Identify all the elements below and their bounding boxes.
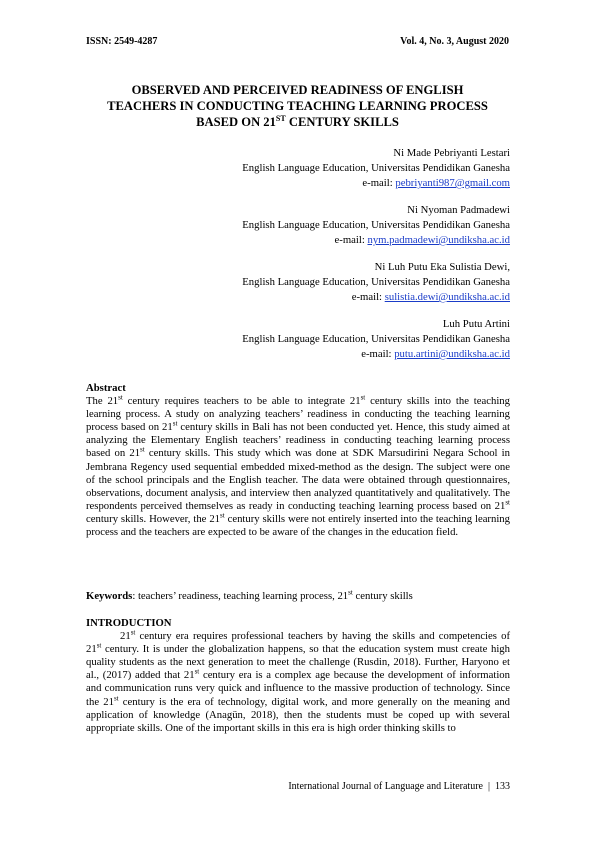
abstract-segment: century skills into the teaching learning process. A study on analyzing teachers’ readiness in conducting the teaching learning process based on 21	[86, 395, 510, 434]
title-line-3-post: CENTURY SKILLS	[285, 115, 399, 129]
keywords-text: : teachers’ readiness, teaching learning process, 21	[132, 590, 349, 602]
intro-segment: century. It is under the globalization happens, so that the education system must create high quality students as the next generation to meet the challenge (Rusdin, 2018). Further, Haryono et al., (2017) added that 21	[86, 643, 510, 682]
intro-segment: century era requires professional teachers by having the skills and competencies of 21	[86, 630, 510, 656]
abstract-segment: century skills were not entirely inserted into the teaching learning process and the teachers are expected to be aware of the changes in the education field.	[86, 512, 510, 539]
abstract-segment: century skills in Bali has not been conducted yet. Hence, this study aimed at analyzing the Elementary English teachers’ readiness in conducting teaching learning process based on 21	[86, 421, 511, 460]
title-line-3-pre: BASED ON 21	[196, 115, 276, 129]
abstract-superscript: st	[118, 393, 123, 402]
email-link[interactable]: sulistia.dewi@undiksha.ac.id	[384, 291, 510, 303]
email-link[interactable]: putu.artini@undiksha.ac.id	[394, 348, 510, 360]
email-label: e-mail:	[334, 234, 368, 246]
intro-segment: 21	[120, 630, 131, 643]
author-block	[86, 317, 510, 362]
abstract-text	[86, 395, 510, 539]
keywords-line	[86, 590, 510, 603]
title-superscript: ST	[275, 113, 286, 123]
title-line-1: OBSERVED AND PERCEIVED READINESS OF ENGLISH	[131, 83, 464, 97]
author-block	[86, 260, 510, 305]
abstract-superscript: st	[505, 498, 510, 507]
abstract-segment: century skills. This study which was done at SDK Marsudirini Negara School in Jembrana Regency used sequential embedded mixed-method as the design. The subject were one of the school principals and the English teacher. The data were obtained through questionnaires, observations, document analysis, and interview then analyzed quantitatively and qualitatively. The respondents perceived themselves as ready in conducting teaching learning process based on 21	[86, 447, 510, 512]
abstract-superscript: st	[172, 419, 178, 428]
author-name: Ni Luh Putu Eka Sulistia Dewi,	[374, 261, 510, 273]
title-line-3	[86, 114, 509, 130]
email-link[interactable]: pebriyanti987@gmail.com	[395, 177, 510, 189]
introduction-text	[86, 630, 510, 735]
issn-label: ISSN: 2549-4287	[86, 36, 158, 47]
abstract-superscript: st	[360, 393, 366, 402]
author-email-line	[86, 233, 510, 248]
intro-superscript: st	[130, 628, 136, 637]
keywords-label: Keywords	[86, 590, 133, 602]
page-number: 133	[495, 781, 510, 792]
author-email-line	[86, 290, 510, 305]
email-label: e-mail:	[361, 348, 395, 360]
keywords-text-end: century skills	[352, 590, 413, 602]
email-label: e-mail:	[362, 177, 396, 189]
introduction-section	[86, 617, 510, 735]
paper-title	[86, 82, 509, 130]
intro-superscript: st	[113, 694, 119, 702]
abstract-segment: century requires teachers to be able to integrate 21	[122, 395, 361, 408]
email-link[interactable]: nym.padmadewi@undiksha.ac.id	[367, 234, 510, 246]
title-line-2: TEACHERS IN CONDUCTING TEACHING LEARNING PROCESS	[107, 99, 488, 113]
journal-name: International Journal of Language and Literature	[288, 781, 483, 792]
author-list	[86, 146, 510, 374]
author-affiliation: English Language Education, Universitas Pendidikan Ganesha	[242, 162, 510, 174]
author-email-line	[86, 347, 510, 362]
author-block	[86, 146, 510, 191]
author-affiliation: English Language Education, Universitas Pendidikan Ganesha	[242, 333, 510, 345]
abstract-superscript: st	[220, 511, 225, 520]
intro-superscript: st	[96, 641, 102, 650]
abstract-segment: century skills. However, the 21	[86, 512, 221, 525]
footer-separator: |	[482, 781, 495, 792]
abstract-section	[86, 382, 510, 539]
abstract-segment: The 21	[86, 395, 119, 408]
abstract-superscript: st	[140, 445, 145, 454]
author-name: Luh Putu Artini	[442, 318, 510, 330]
author-block	[86, 203, 510, 248]
email-label: e-mail:	[351, 291, 385, 303]
abstract-heading: Abstract	[86, 382, 126, 394]
author-email-line	[86, 176, 510, 191]
author-affiliation: English Language Education, Universitas Pendidikan Ganesha	[242, 276, 510, 288]
intro-superscript: st	[194, 667, 200, 676]
author-name: Ni Nyoman Padmadewi	[407, 204, 510, 216]
page-header	[86, 36, 509, 50]
page-footer	[86, 781, 510, 792]
author-name: Ni Made Pebriyanti Lestari	[393, 147, 510, 159]
author-affiliation: English Language Education, Universitas Pendidikan Ganesha	[242, 219, 510, 231]
intro-segment: century is the era of technology, digital work, and more generally on the meaning and application of knowledge (Anagün, 2018), then the students must be coped up with several appropriate skills. One of the important skills in this era is high order thinking skills to	[86, 695, 511, 734]
intro-segment: century era is a complex age because the development of information and communication runs very quick and influence to the massive production of technology. Since the 21	[86, 669, 510, 708]
introduction-heading: INTRODUCTION	[86, 617, 172, 629]
keywords-superscript: st	[348, 588, 353, 597]
volume-label: Vol. 4, No. 3, August 2020	[400, 36, 509, 47]
